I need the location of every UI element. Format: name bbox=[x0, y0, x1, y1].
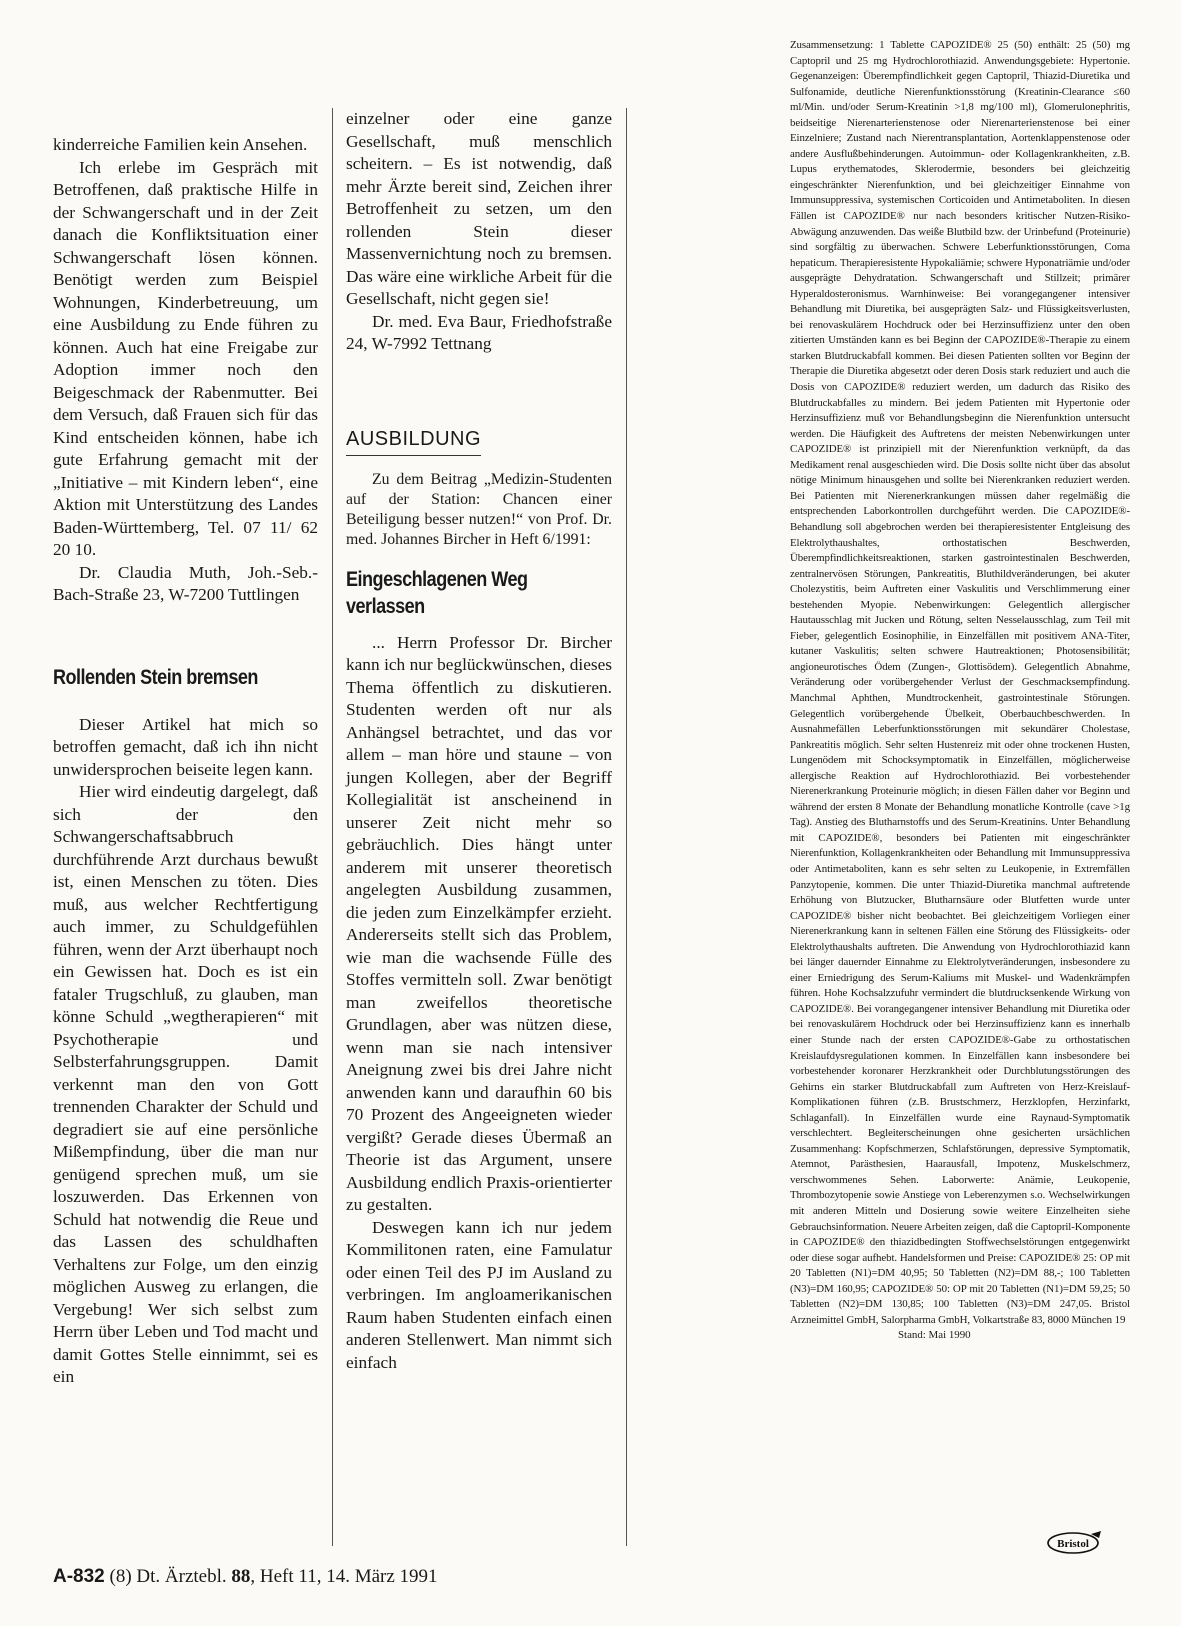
letter-body bbox=[53, 714, 318, 1389]
paragraph: ... Herrn Professor Dr. Bircher kann ich nur beglückwünschen, dieses Thema öffentlich zu diskutieren. Studenten werden oft nur als Anhängsel betrachtet, und das vor allem – man höre und staune – von jungen Kollegen, aber der Begriff Kollegialität ist anscheinend in unserer Zeit nicht mehr so gebräuchlich. Dies hängt unter anderem mit unserer theoretisch angelegten Ausbildung zusammen, die jeden zum Einzelkämpfer erzieht. Andererseits stellt sich das Problem, wie man die wachsende Fülle des Stoffes vermitteln soll. Zwar benötigt man zweifellos theoretische Grundlagen, aber was nützen diese, wenn man sie nach intensiver Aneignung zwei bis drei Jahre nicht anwenden kann und daraufhin 60 bis 70 Prozent des Angeeigneten wieder vergißt? Gerade dieses Übermaß an Theorie ist das Argument, unsere Ausbildung endlich Praxis-orientierter zu gestalten. bbox=[346, 632, 612, 1214]
journal-citation: (8) Dt. Ärztebl. bbox=[104, 1566, 232, 1587]
letter-intro bbox=[346, 470, 612, 550]
paragraph: einzelner oder eine ganze Gesellschaft, muß menschlich scheitern. – Es ist notwendig, daß mehr Ärzte bereit sind, Zeichen ihrer Betroffenheit zu setzen, um den rollenden Stein dieser Massenvernichtung noch zu bremsen. Das wäre eine wirkliche Arbeit für die Gesellschaft, nicht gegen sie! bbox=[346, 109, 612, 308]
column-rule-left bbox=[332, 108, 333, 1546]
advertisement-column bbox=[790, 38, 1130, 1342]
letter-signature: Dr. med. Eva Baur, Friedhofstraße 24, W-7992 Tettnang bbox=[346, 311, 612, 353]
letter-continuation bbox=[346, 108, 612, 356]
letter-heading: Eingeschlagenen Weg verlassen bbox=[346, 567, 528, 618]
column-rule-right bbox=[626, 108, 627, 1546]
left-column bbox=[53, 134, 318, 1389]
journal-issue: , Heft 11, 14. März 1991 bbox=[250, 1566, 438, 1587]
letter-heading: Rollenden Stein bremsen bbox=[53, 665, 258, 689]
journal-volume: 88 bbox=[231, 1566, 251, 1587]
paragraph: Ich erlebe im Gespräch mit Betroffenen, daß praktische Hilfe in der Schwangerschaft und in der Zeit danach die Konfliktsituation einer Schwangerschaft lösen können. Benötigt werden zum Beispiel Wohnungen, Kinderbetreuung, um eine Ausbildung zu Ende führen zu können. Auch hat eine Freigabe zur Adoption immer noch den Beigeschmack der Rabenmutter. Bei dem Versuch, daß Frauen sich für das Kind entscheiden können, habe ich gute Erfahrung gemacht mit der „Initiative – mit Kindern leben“, eine Aktion mit Unterstützung des Landes Baden-Württemberg, Tel. 07 11/ 62 20 10. bbox=[53, 157, 318, 559]
paragraph: Hier wird eindeutig dargelegt, daß sich der den Schwangerschaftsabbruch durchführende Arzt durchaus bewußt ist, einen Menschen zu töten. Dies muß, aus welcher Rechtfertigung auch immer, zu Schuldgefühlen führen, wenn der Arzt überhaupt noch ein Gewissen hat. Doch es ist ein fataler Trugschluß, zu glauben, man könne Schuld „wegtherapieren“ mit Psychotherapie und Selbsterfahrungsgruppen. Damit verkennt man den von Gott trennenden Charakter der Schuld und degradiert sie auf eine persönliche Mißempfindung, über die man nur genügend sprechen muß, um sie loszuwerden. Das Erkennen von Schuld hat notwendig die Reue und das Lassen des schuldhaften Verhaltens zur Folge, um den einzig möglichen Ausweg zu erlangen, die Vergebung! Wer sich selbst zum Herrn über Leben und Tod macht und damit Gottes Stelle einnimmt, sei es ein bbox=[53, 782, 318, 1386]
section-heading: AUSBILDUNG bbox=[346, 428, 481, 456]
paragraph: Zu dem Beitrag „Medizin-Studenten auf der Station: Chancen einer Beteiligung besser nutzen!“ von Prof. Dr. med. Johannes Bircher in Heft 6/1991: bbox=[346, 470, 612, 548]
paragraph: kinderreiche Familien kein Ansehen. bbox=[53, 135, 308, 154]
middle-column bbox=[346, 108, 612, 1374]
bristol-logo bbox=[1047, 1530, 1103, 1554]
drug-information-text: Zusammensetzung: 1 Tablette CAPOZIDE® 25 (50) enthält: 25 (50) mg Captopril und 25 mg Hydrochlorothiazid. Anwendungsgebiete: Hypertonie. Gegenanzeigen: Überempfindlichkeit gegen Captopril, Thiazid-Diuretika und Sulfonamide, deutliche Nierenfunktionsstörung (Kreatinin-Clearance ≤60 ml/Min. und/oder Serum-Kreatinin >1,8 mg/100 ml), Glomerulonephritis, beidseitige Nierenarterienstenose oder Nierenarterienstenose bei einer Einzelniere; Zustand nach Nierentransplantation, Aortenklappenstenose oder andere Ausflußbehinderungen. Autoimmun- oder Kollagenkrankheiten, z.B. Lupus erythematodes, Sklerodermie, besonders bei gleichzeitig eingeschränkter Nierenfunktion, und bei gleichzeitiger Einnahme von Immunsuppressiva, systemischen Corticoiden und Antimetaboliten. In diesen Fällen ist CAPOZIDE® nur nach besonders kritischer Nutzen-Risiko-Abwägung anzuwenden. Das weiße Blutbild bzw. der Urinbefund (Proteinurie) sind sorgfältig zu überwachen. Schwere Leberfunktionsstörungen, Coma hepaticum. Therapieresistente Hypokaliämie; schwere Hyponatriämie und/oder ausgeprägte Dehydratation. Schwangerschaft und Stillzeit; primärer Hyperaldosteronismus. Warnhinweise: Bei vorangegangener intensiver Behandlung mit Diuretika, bei ausgeprägten Salz- und Flüssigkeitsverlusten, bei renovaskulärem Hochdruck oder bei Herzinsuffizienz unter den oben zitierten Umständen kann es bei Beginn der CAPOZIDE®-Therapie zu einem starken Blutdruckabfall kommen. Bei diesen Patienten sollten vor Beginn der Therapie die Diuretika abgesetzt oder deren Dosis stark reduziert und auch die Dosis von CAPOZIDE® reduziert werden, um dadurch das Risiko des Blutdruckabfalles zu mindern. Bei jedem Patienten mit Hypertonie oder Herzinsuffizienz muß vor Behandlungsbeginn die Nierenfunktion untersucht werden. Die Häufigkeit des Auftretens der meisten Nebenwirkungen unter CAPOZIDE® ist prinzipiell mit der Nierenfunktion verknüpft, da das Medikament renal ausgeschieden wird. Die Dosis sollte nicht über das absolut nötige Minimum hinausgehen und sollte bei Nierenkranken reduziert werden. Bei Patienten mit Nierenerkrankungen müssen daher regelmäßig die entsprechenden Laborkontrollen durchgeführt werden. Die CAPOZIDE®-Behandlung soll abgebrochen werden bei therapieresistenter Entgleisung des Elektrolythaushaltes, orthostatischen Beschwerden, Überempfindlichkeitsreaktionen, starken gastrointestinalen Beschwerden, zentralnervösen Störungen, Pankreatitis, Bluthildveränderungen, bei akuter Cholezystitis, beim Auftreten einer Vaskulitis und Verschlimmerung einer bestehenden Myopie. Nebenwirkungen: Gelegentlich allergischer Hautausschlag mit Jucken und Rötung, selten Nesselausschlag, zum Teil mit Fieber, gelegentlich Eosinophilie, in Einzelfällen mit positivem ANA-Titer, kutaner Vaskulitis; selten schwere Hautreaktionen; Photosensibilität; angioneurotisches Ödem (Zungen-, Glottisödem). Gelegentlich Abnahme, Veränderung oder vorübergehender Verlust der Geschmacksempfindung. Manchmal Aphthen, Mundtrockenheit, gastrointestinale Störungen. Gelegentlich vorübergehende Übelkeit, Oberbauchbeschwerden. In Ausnahmefällen Leberfunktionsstörungen mit sekundärer Cholestase, Pankreatitis möglich. Sehr selten Hustenreiz mit oder ohne trockenen Husten, Lungenödem mit Schocksymptomatik in Einzelfällen, möglicherweise allergische Reaktion auf Hydrochlorothiazid. Bei vorbestehender Nierenerkrankung Proteinurie möglich; in diesen Fällen daher vor Beginn und während der ersten 8 Monate der Behandlung monatliche Kontrolle (cave >1g Tag). Anstieg des Blutharnstoffs und des Serum-Kreatinins. Unter Behandlung mit CAPOZIDE®, besonders bei Patienten mit eingeschränkter Nierenfunktion, Kollagenkrankheiten oder Behandlung mit Immunsuppressiva oder Antimetaboliten, kann es sehr selten zu Leukopenie, in Extremfällen Panzytopenie, kommen. Die unter Thiazid-Diuretika manchmal auftretende Erhöhung von Blutzucker, Blutharnsäure oder Blutfetten wurde unter CAPOZIDE® bisher nicht beobachtet. Bei gleichzeitigem Vorliegen einer Nierenerkrankung kann in seltenen Fällen eine Störung des Flüssigkeits- oder Elektrolythaushalts auftreten. Die Anwendung von Hydrochlorothiazid kann bei länger dauernder Einnahme zu Elektrolytveränderungen, insbesondere zu einer Erniedrigung des Serum-Kaliums mit Muskel- und Wadenkrämpfen führen. Hohe Kochsalzzufuhr vermindert die blutdrucksenkende Wirkung von CAPOZIDE®. Bei vorangegangener intensiver Behandlung mit Diuretika oder bei renovaskulärem Hochdruck oder bei Herzinsuffizienz kann es innerhalb einer Stunde nach der ersten CAPOZIDE®-Gabe zu orthostatischen Kreislaufdysregulationen kommen. In Einzelfällen kann insbesondere bei vorbestehender koronarer Herzkrankheit oder Durchblutungsstörungen des Gehirns ein starker Blutdruckabfall zum Auftreten von Herz-Kreislauf-Komplikationen führen (z.B. Brustschmerz, Herzklopfen, Herzinfarkt, Schlaganfall). In Einzelfällen wurde eine Raynaud-Symptomatik verschlechtert. Begleiterscheinungen ohne gesicherten ursächlichen Zusammenhang: Kopfschmerzen, Schlafstörungen, depressive Symptomatik, Atemnot, Parästhesien, Haarausfall, Impotenz, Muskelschmerz, verschwommenes Sehen. Laborwerte: Anämie, Leukopenie, Thrombozytopenie sowie Anstiege von Leberenzymen s.o. Wechselwirkungen mit anderen Mitteln und Dosierung sowie weitere Einzelheiten siehe Gebrauchsinformation. Neuere Arbeiten zeigen, daß die Captopril-Komponente in CAPOZIDE® den thiazidbedingten Stoffwechselstörungen entgegenwirkt oder diese sogar aufhebt. Handelsformen und Preise: CAPOZIDE® 25: OP mit 20 Tabletten (N1)=DM 40,95; 50 Tabletten (N2)=DM 88,-; 100 Tabletten (N3)=DM 160,95; CAPOZIDE® 50: OP mit 20 Tabletten (N1)=DM 59,25; 50 Tabletten (N2)=DM 130,85; 100 Tabletten (N3)=DM 247,05. Bristol Arzneimittel GmbH, Salorpharma GmbH, Volkartstraße 83, 8000 München 19 bbox=[790, 39, 1130, 1326]
left-letter-end bbox=[53, 134, 318, 607]
logo-text: Bristol bbox=[1057, 1538, 1089, 1550]
paragraph: Deswegen kann ich nur jedem Kommilitonen raten, eine Famulatur oder einen Teil des PJ im Ausland zu verbringen. Im angloamerikanischen Raum haben Studenten einfach einen anderen Stellenwert. Man nimmt sich einfach bbox=[346, 1217, 612, 1372]
page-number: A-832 bbox=[53, 1566, 105, 1587]
stand-date: Stand: Mai 1990 bbox=[898, 1329, 971, 1342]
letter-signature: Dr. Claudia Muth, Joh.-Seb.-Bach-Straße 23, W-7200 Tuttlingen bbox=[53, 562, 318, 604]
page-footer bbox=[53, 1566, 438, 1588]
paragraph: Dieser Artikel hat mich so betroffen gemacht, daß ich ihn nicht unwidersprochen beiseite legen kann. bbox=[53, 714, 318, 779]
letter-body bbox=[346, 632, 612, 1375]
